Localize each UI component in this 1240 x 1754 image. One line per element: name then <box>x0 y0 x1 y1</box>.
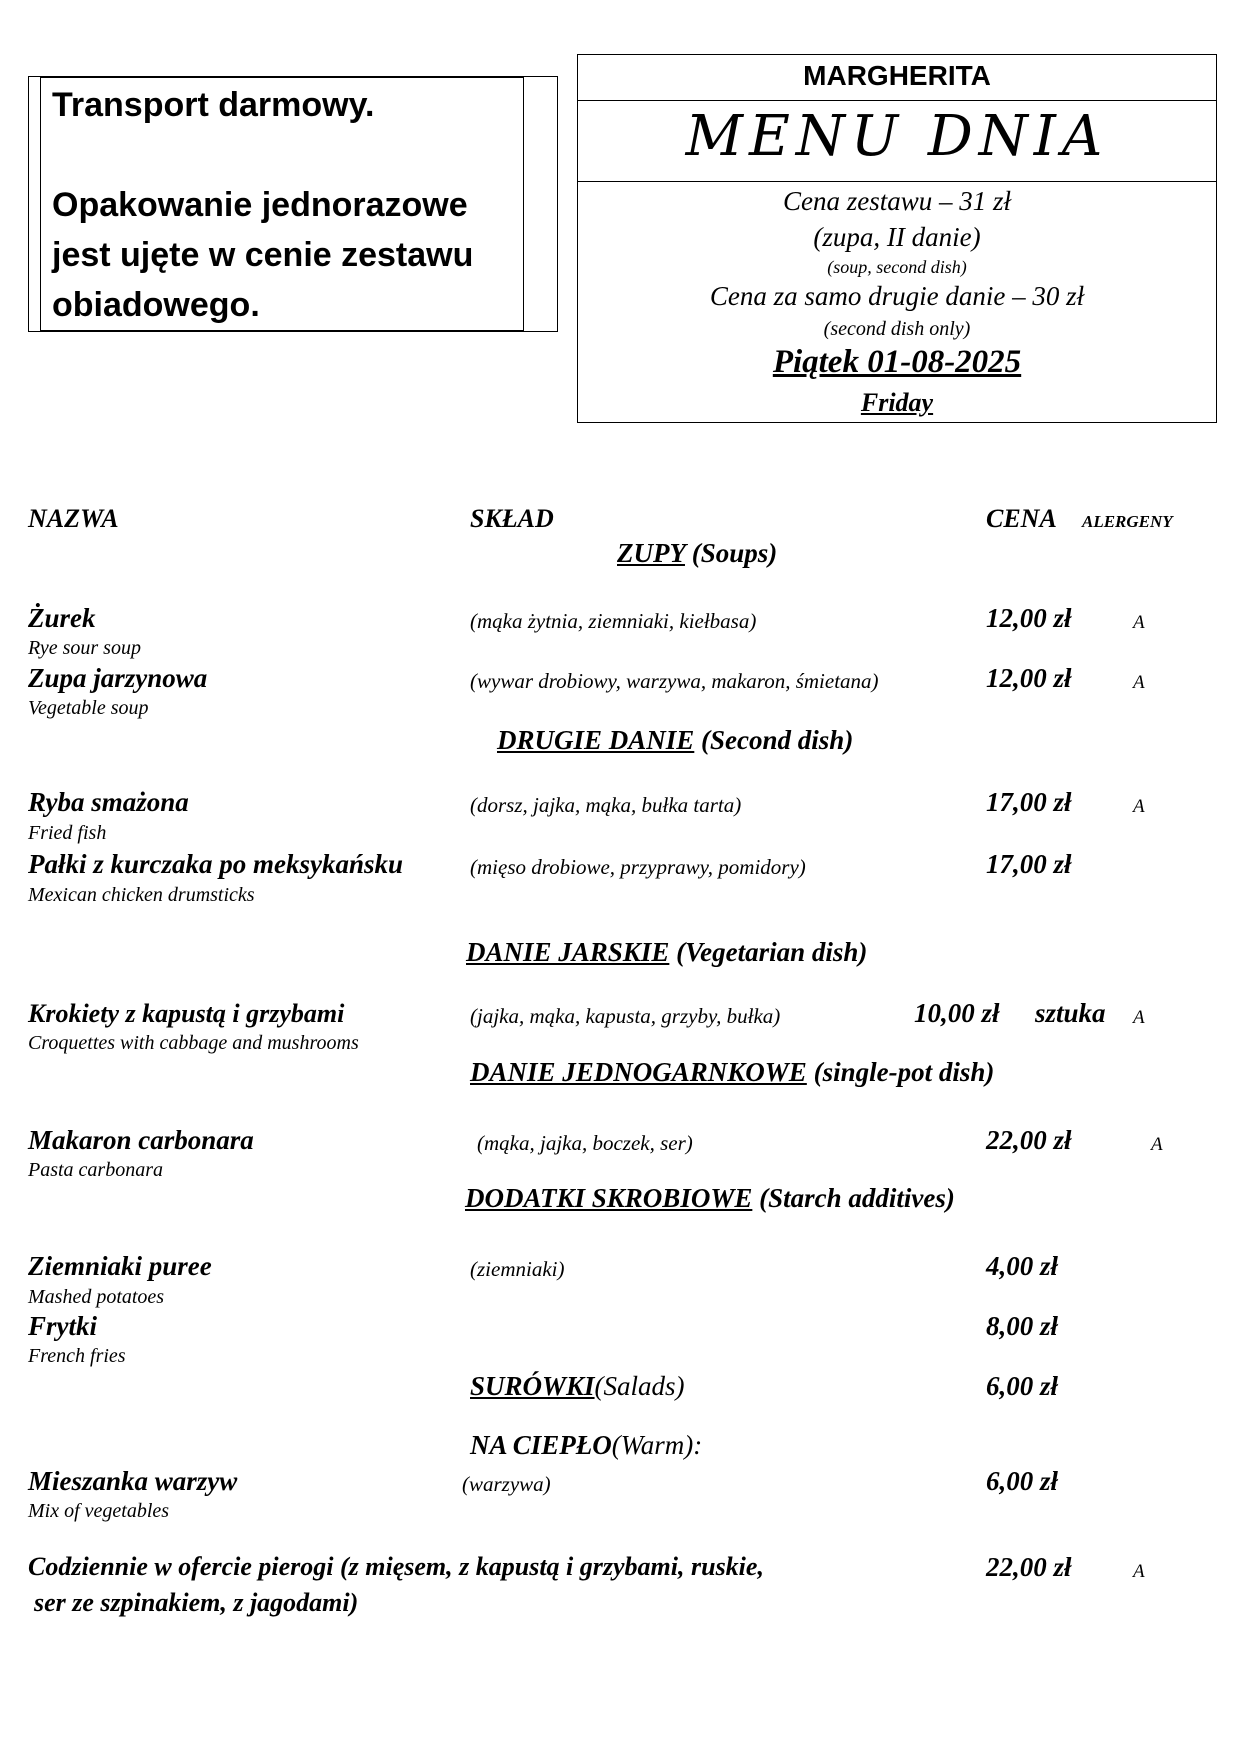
salads-price: 6,00 zł <box>986 1371 1059 1401</box>
item-name-en: Mashed potatoes <box>28 1286 165 1308</box>
item-ingredients: (ziemniaki) <box>470 1257 565 1281</box>
item-price: 10,00 zł <box>914 998 1000 1028</box>
section-vegetarian: DANIE JARSKIE (Vegetarian dish) <box>466 937 868 967</box>
item-name: Ziemniaki puree <box>28 1251 212 1281</box>
item-ingredients: (dorsz, jajka, mąka, bułka tarta) <box>470 793 742 817</box>
item-ingredients: (warzywa) <box>462 1472 551 1496</box>
item-name: Pałki z kurczaka po meksykańsku <box>28 849 404 879</box>
item-name-en: Croquettes with cabbage and mushrooms <box>28 1032 359 1054</box>
set-price: Cena zestawu – 31 zł <box>782 186 1011 216</box>
item-name-en: Mix of vegetables <box>28 1500 170 1522</box>
item-allergen: A <box>1133 796 1145 817</box>
daily-offer-line-1: Codziennie w ofercie pierogi (z mięsem, z kapustą i grzybami, ruskie, <box>28 1552 764 1581</box>
info-box-bottom-rule <box>40 330 524 332</box>
item-name: Makaron carbonara <box>28 1125 254 1155</box>
item-price: 8,00 zł <box>986 1311 1059 1341</box>
item-price: 17,00 zł <box>986 787 1072 817</box>
menu-title: MENU DNIA <box>685 104 1109 169</box>
item-name: Frytki <box>28 1311 98 1341</box>
item-name: Mieszanka warzyw <box>28 1466 238 1496</box>
second-dish-description-en: (second dish only) <box>823 318 971 340</box>
set-description-en: (soup, second dish) <box>827 257 967 277</box>
item-name-en: French fries <box>28 1345 126 1367</box>
item-name-en: Mexican chicken drumsticks <box>28 884 255 906</box>
item-ingredients: (jajka, mąka, kapusta, grzyby, bułka) <box>470 1004 781 1028</box>
item-ingredients: (mąka, jajka, boczek, ser) <box>477 1131 693 1155</box>
section-salads: SURÓWKI(Salads) <box>470 1371 685 1401</box>
item-name-en: Rye sour soup <box>28 637 141 659</box>
item-unit: sztuka <box>1035 998 1106 1028</box>
second-dish-price: Cena za samo drugie danie – 30 zł <box>709 281 1085 311</box>
item-allergen: A <box>1133 1007 1145 1028</box>
item-allergen: A <box>1133 672 1145 693</box>
item-name: Ryba smażona <box>28 787 189 817</box>
daily-offer-price: 22,00 zł <box>986 1552 1072 1582</box>
section-starch: DODATKI SKROBIOWE (Starch additives) <box>465 1183 955 1213</box>
item-name-en: Pasta carbonara <box>28 1159 163 1181</box>
section-single-pot: DANIE JEDNOGARNKOWE (single-pot dish) <box>470 1057 995 1087</box>
item-name-en: Fried fish <box>28 822 107 844</box>
section-soups: ZUPY (Soups) <box>617 538 778 568</box>
item-price: 12,00 zł <box>986 663 1072 693</box>
item-name: Krokiety z kapustą i grzybami <box>28 999 345 1028</box>
section-warm: NA CIEPŁO(Warm): <box>470 1430 703 1460</box>
item-price: 17,00 zł <box>986 849 1072 879</box>
item-price: 12,00 zł <box>986 603 1072 633</box>
menu-date: Piątek 01-08-2025 <box>772 344 1022 380</box>
column-price: CENA <box>986 504 1057 533</box>
daily-offer-allergen: A <box>1133 1561 1145 1582</box>
column-allergens: ALERGENY <box>1082 512 1173 531</box>
item-allergen: A <box>1133 612 1145 633</box>
column-name: NAZWA <box>28 504 119 533</box>
info-box-top-rule <box>40 76 524 78</box>
section-second-dish: DRUGIE DANIE (Second dish) <box>497 725 854 755</box>
item-allergen: A <box>1151 1134 1163 1155</box>
item-name-en: Vegetable soup <box>28 697 149 719</box>
item-price: 22,00 zł <box>986 1125 1072 1155</box>
item-name: Zupa jarzynowa <box>28 663 208 693</box>
info-transport: Transport darmowy. <box>52 86 375 124</box>
item-ingredients: (mięso drobiowe, przyprawy, pomidory) <box>470 855 806 879</box>
item-price: 4,00 zł <box>986 1251 1059 1281</box>
item-ingredients: (mąka żytnia, ziemniaki, kiełbasa) <box>470 609 757 633</box>
header-rule-1 <box>577 100 1217 101</box>
menu-day-en: Friday <box>860 388 934 417</box>
set-description: (zupa, II danie) <box>813 222 981 252</box>
item-price: 6,00 zł <box>986 1466 1059 1496</box>
daily-offer-line-2: ser ze szpinakiem, z jagodami) <box>34 1588 359 1617</box>
header-rule-2 <box>577 181 1217 182</box>
item-name: Żurek <box>28 603 96 633</box>
column-ingredients: SKŁAD <box>470 504 554 533</box>
info-packaging: Opakowanie jednorazowe jest ujęte w cenie zestawu obiadowego. <box>52 186 474 324</box>
info-text <box>52 80 522 330</box>
item-ingredients: (wywar drobiowy, warzywa, makaron, śmietana) <box>470 669 879 693</box>
restaurant-name: MARGHERITA <box>803 60 991 91</box>
